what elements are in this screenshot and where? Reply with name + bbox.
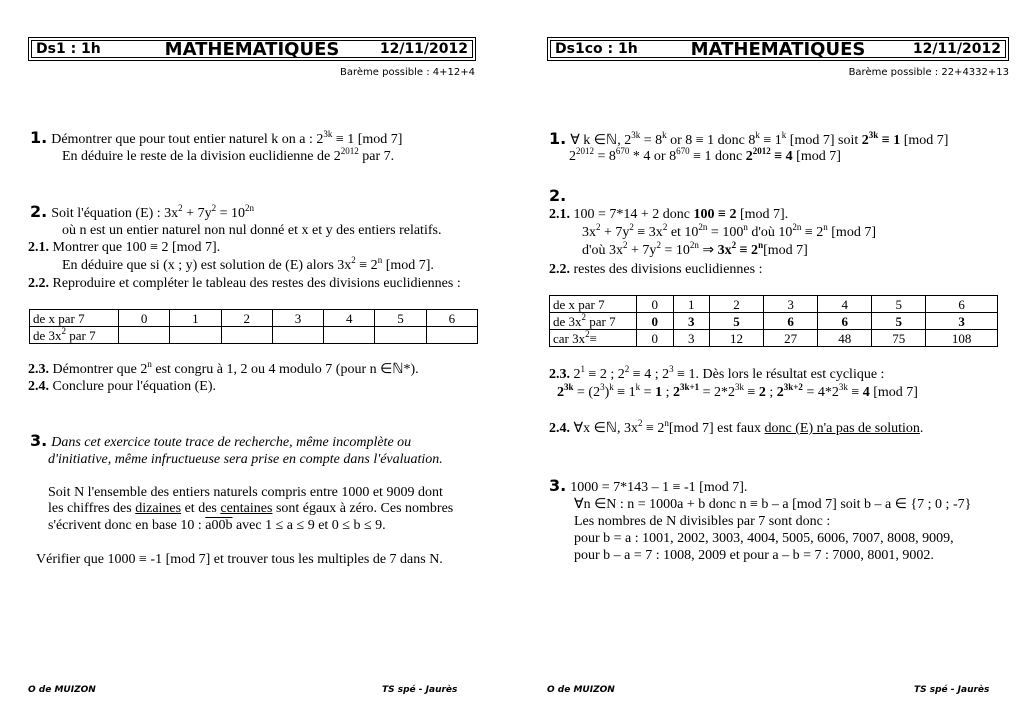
exponent: 2012 <box>752 146 771 156</box>
table-cell: 6 <box>926 296 998 313</box>
text: ; <box>765 385 777 400</box>
exponent: 3 <box>600 382 605 392</box>
exponent: 3k+2 <box>783 382 803 392</box>
table-cell: 0 <box>637 330 674 347</box>
text: ≡ 2 ; 2 <box>585 367 625 382</box>
bold-text: 1 <box>655 385 663 400</box>
bold-text: 2 <box>861 133 869 148</box>
text: 2 <box>570 367 581 382</box>
exponent: 3k <box>838 382 848 392</box>
q-number: 2.1. <box>549 207 570 222</box>
exponent: 670 <box>676 146 690 156</box>
text: Reproduire et compléter le tableau des restes des divisions euclidiennes : <box>49 276 461 291</box>
q23 <box>549 364 885 383</box>
table-cell: 1 <box>673 296 710 313</box>
q24 <box>28 379 216 395</box>
text: ) <box>604 385 610 400</box>
text: Soit l'équation (E) : 3x <box>51 206 179 221</box>
ex3-line3: Les nombres de N divisibles par 7 sont donc : <box>574 514 831 529</box>
exponent: 2012 <box>576 146 594 156</box>
ex3-p1: Soit N l'ensemble des entiers naturels compris entre 1000 et 9009 dont <box>48 485 443 500</box>
text: [mod 7]. <box>736 207 789 222</box>
text: par 7 <box>586 313 616 329</box>
bold-text: 4 <box>862 385 870 400</box>
exponent: 2 <box>731 240 737 250</box>
text: ≡ <box>744 385 759 400</box>
exponent: 2 <box>61 325 67 336</box>
table-cell: 5 <box>872 313 926 330</box>
text: et des <box>181 501 221 516</box>
ex1-number: 1. <box>30 128 48 147</box>
table-cell: 4 <box>324 310 375 327</box>
table-row <box>550 296 998 313</box>
table-cell: 3 <box>272 310 323 327</box>
q21-line2 <box>62 255 434 274</box>
row-label: de x par 7 <box>550 296 637 313</box>
exponent: n <box>664 418 669 428</box>
ex2-heading <box>549 188 570 206</box>
ex3-number: 3. <box>30 431 48 450</box>
text: ∀ k ∈ℕ, 2 <box>570 133 632 148</box>
text: par 7. <box>358 149 395 164</box>
text: ≡ 3x <box>633 225 663 240</box>
table-cell: 27 <box>764 330 818 347</box>
text: En déduire que si (x ; y) est solution de (E) alors 3x <box>62 258 352 273</box>
empty-cell <box>221 327 272 344</box>
footer-school: TS spé - Jaurès <box>914 685 990 695</box>
table-cell: 75 <box>872 330 926 347</box>
table-cell: 2 <box>221 310 272 327</box>
empty-cell <box>426 327 477 344</box>
exponent: 2 <box>624 364 630 374</box>
exponent: 2 <box>656 240 661 250</box>
ex2-number: 2. <box>549 186 567 205</box>
text: Dans cet exercice toute trace de recherche, même incomplète ou <box>51 435 412 450</box>
exponent: 3 <box>669 364 674 374</box>
exponent: 2 <box>581 311 587 322</box>
q-number: 2.4. <box>28 379 49 394</box>
bareme: Barème possible : 4+12+4 <box>340 67 475 78</box>
text: de 3x <box>553 313 582 329</box>
text: 3x <box>582 225 596 240</box>
text: = 2*2 <box>699 385 735 400</box>
table-cell: 0 <box>637 313 674 330</box>
text: [mod 7] <box>763 243 808 258</box>
table-cell: 6 <box>818 313 872 330</box>
text: d'où 10 <box>747 225 793 240</box>
ex2-line2: où n est un entier naturel non nul donné et x et y des entiers relatifs. <box>62 223 442 238</box>
ex2-line1 <box>30 204 254 222</box>
text: s'écrivent donc en base 10 : <box>48 518 206 533</box>
q-number: 2.2. <box>549 262 570 277</box>
text: [mod 7] <box>792 149 841 164</box>
table-cell: 5 <box>710 313 764 330</box>
text: sont égaux à zéro. Ces nombres <box>272 501 454 516</box>
right-page <box>512 0 1024 724</box>
text: + 7y <box>627 243 657 258</box>
text: * 4 or 8 <box>629 149 677 164</box>
text: . <box>919 421 924 436</box>
text: [mod 7] <box>827 225 876 240</box>
empty-cell <box>170 327 221 344</box>
exponent: n <box>823 222 828 232</box>
exponent: 2n <box>244 203 254 213</box>
text: [mod 7] est faux <box>668 421 765 436</box>
ex3-p4: Vérifier que 1000 ≡ -1 [mod 7] et trouver tous les multiples de 7 dans N. <box>36 552 443 567</box>
text: ≡ 1 <box>613 385 636 400</box>
exponent: 3k <box>735 382 744 392</box>
bold-text: 2 <box>776 385 784 400</box>
exponent: k <box>635 382 641 392</box>
exponent: 3k <box>631 130 641 140</box>
table-cell: 6 <box>426 310 477 327</box>
q23-line2 <box>557 382 918 401</box>
exponent: n <box>743 222 748 232</box>
remainder-table <box>29 309 478 344</box>
bold-text: ≡ 1 <box>878 133 901 148</box>
q21 <box>549 207 788 223</box>
q21 <box>28 240 220 256</box>
text: ≡ 2 <box>801 225 824 240</box>
test-id: Ds1 : 1h <box>36 41 101 57</box>
left-header-box <box>28 37 476 61</box>
text: ≡ 2 <box>355 258 378 273</box>
text: est congru à 1, 2 ou 4 modulo 7 (pour n ∈ℕ*). <box>151 362 419 377</box>
table-cell: 1 <box>170 310 221 327</box>
exponent: 2 <box>629 222 634 232</box>
exponent: 2 <box>178 203 183 213</box>
text: ≡ 1 <box>759 133 782 148</box>
exponent: 3k <box>323 129 333 139</box>
text: or 8 ≡ 1 donc 8 <box>666 133 756 148</box>
text: Démontrer que pour tout entier naturel k on a : 2 <box>51 132 324 147</box>
ex1-line2 <box>62 146 395 165</box>
exponent: 2n <box>698 222 708 232</box>
text: les chiffres des <box>48 501 136 516</box>
table-cell: 3 <box>764 296 818 313</box>
table-cell: 4 <box>818 296 872 313</box>
text: [mod 7]. <box>382 258 434 273</box>
empty-cell <box>324 327 375 344</box>
text: + 7y <box>182 206 212 221</box>
exponent: k <box>755 130 760 140</box>
text: Montrer que 100 ≡ 2 [mod 7]. <box>49 240 221 255</box>
exponent: 2 <box>351 255 356 265</box>
text: ; <box>662 385 673 400</box>
q24 <box>549 418 924 437</box>
exponent: 2 <box>585 328 590 339</box>
exponent: 1 <box>580 364 585 374</box>
table-cell: 2 <box>710 296 764 313</box>
text: = 10 <box>660 243 690 258</box>
text: ≡ 1 donc <box>689 149 746 164</box>
text: En déduire le reste de la division euclidienne de 2 <box>62 149 341 164</box>
ex2-number: 2. <box>30 202 48 221</box>
table-cell: 3 <box>673 313 710 330</box>
right-header-box <box>547 37 1009 61</box>
bold-text: ≡ 2 <box>736 243 759 258</box>
footer-school: TS spé - Jaurès <box>382 685 458 695</box>
exponent: 2 <box>662 222 668 232</box>
text: 100 = 7*14 + 2 donc <box>570 207 694 222</box>
text: ≡ 4 ; 2 <box>629 367 670 382</box>
exponent: 2012 <box>340 146 359 156</box>
exponent: k <box>781 130 787 140</box>
test-id: Ds1co : 1h <box>555 41 638 57</box>
bold-text: 3x <box>717 243 732 258</box>
text: [mod 7] <box>869 385 918 400</box>
text: ≡ <box>847 385 863 400</box>
table-cell: 3 <box>926 313 998 330</box>
text: = 8 <box>640 133 663 148</box>
remainder-table-solution <box>549 295 998 347</box>
q-number: 2.2. <box>28 276 49 291</box>
table-row <box>550 330 998 347</box>
header-title: MATHEMATIQUES <box>164 39 340 60</box>
table-cell: 48 <box>818 330 872 347</box>
text: ⇒ <box>698 243 718 258</box>
text: de 3x <box>33 327 62 343</box>
exponent: n <box>147 359 152 369</box>
empty-cell <box>119 327 170 344</box>
text: ≡ 1 [mod 7] <box>332 132 403 147</box>
footer-author: O de MUIZON <box>547 685 615 695</box>
table-cell: 0 <box>637 296 674 313</box>
ex3-line1 <box>549 478 747 496</box>
table-cell: 0 <box>119 310 170 327</box>
exponent: 2 <box>211 203 217 213</box>
exponent: 3k <box>564 382 574 392</box>
exponent: n <box>377 255 383 265</box>
q23 <box>28 359 419 378</box>
ex3-number: 3. <box>549 476 567 495</box>
bold-text: 2 <box>758 385 766 400</box>
text: = 100 <box>707 225 744 240</box>
exponent: k <box>662 130 667 140</box>
row-label <box>550 330 637 347</box>
text: = 8 <box>594 149 616 164</box>
exponent: 2 <box>596 222 601 232</box>
row-label: de x par 7 <box>30 310 119 327</box>
text: = 4*2 <box>802 385 839 400</box>
text: [mod 7] <box>900 133 949 148</box>
exponent: n <box>758 240 764 250</box>
header-title: MATHEMATIQUES <box>690 39 866 60</box>
underlined-text: donc (E) n'a pas de solution <box>764 421 920 436</box>
exponent: 2 <box>623 240 628 250</box>
table-row <box>30 327 478 344</box>
table-cell: 6 <box>764 313 818 330</box>
empty-cell <box>272 327 323 344</box>
underlined-text: centaines <box>220 501 273 516</box>
bold-text: 2 <box>745 149 753 164</box>
empty-cell <box>375 327 426 344</box>
bold-text: 2 <box>557 385 564 400</box>
text: car 3x <box>553 330 586 346</box>
text: ∀x ∈ℕ, 3x <box>570 421 638 436</box>
table-cell: 5 <box>375 310 426 327</box>
text: d'où 3x <box>582 243 624 258</box>
text: 2 <box>569 149 576 164</box>
text: = (2 <box>573 385 601 400</box>
q21-line2 <box>582 222 876 241</box>
text: = 10 <box>216 206 245 221</box>
text: par 7 <box>66 327 96 343</box>
text: et 10 <box>667 225 699 240</box>
text: [mod 7] soit <box>786 133 862 148</box>
table-cell: 3 <box>673 330 710 347</box>
exponent: 3k+1 <box>679 382 700 392</box>
text: Démontrer que 2 <box>49 362 148 377</box>
exponent: k <box>609 382 614 392</box>
table-row <box>550 313 998 330</box>
bold-text: 2 <box>672 385 680 400</box>
exponent: 2n <box>792 222 802 232</box>
q-number: 2.3. <box>549 367 570 382</box>
q-number: 2.1. <box>28 240 49 255</box>
exponent: 3k <box>868 130 879 140</box>
table-cell: 12 <box>710 330 764 347</box>
table-cell: 5 <box>872 296 926 313</box>
ex3-line5: pour b – a = 7 : 1008, 2009 et pour a – b = 7 : 7000, 8001, 9002. <box>574 548 934 563</box>
ex3-line4: pour b = a : 1001, 2002, 3003, 4004, 5005, 6006, 7007, 8008, 9009, <box>574 531 954 546</box>
text: 1000 = 7*143 – 1 ≡ -1 [mod 7]. <box>570 480 748 495</box>
text: + 7y <box>600 225 630 240</box>
text: Conclure pour l'équation (E). <box>49 379 216 394</box>
bareme: Barème possible : 22+4332+13 <box>848 67 1009 78</box>
q21-line3 <box>582 240 808 259</box>
exponent: 2 <box>637 418 643 428</box>
footer-author: O de MUIZON <box>28 685 96 695</box>
ex3-line2: d'initiative, même infructueuse sera prise en compte dans l'évaluation. <box>48 452 443 467</box>
ex1-number: 1. <box>549 129 567 148</box>
exponent: 2n <box>689 240 699 250</box>
text: ≡ 2 <box>642 421 665 436</box>
ex3-p3 <box>48 518 386 534</box>
q-number: 2.3. <box>28 362 49 377</box>
row-label <box>550 313 637 330</box>
ex3-p2 <box>48 501 453 517</box>
text: restes des divisions euclidiennes : <box>570 262 763 277</box>
ex3-line1 <box>30 433 411 451</box>
exponent: 670 <box>615 146 630 156</box>
text: = <box>640 385 656 400</box>
ex1-line2 <box>569 146 841 165</box>
q22 <box>28 276 461 292</box>
text: ≡ 1. Dès lors le résultat est cyclique : <box>673 367 885 382</box>
q22 <box>549 262 762 278</box>
bold-text: 100 ≡ 2 <box>693 207 737 222</box>
table-cell: 108 <box>926 330 998 347</box>
table-row <box>30 310 478 327</box>
row-label <box>30 327 119 344</box>
overlined-text: a00b <box>205 518 233 533</box>
text: ≡ <box>589 330 597 346</box>
header-date: 12/11/2012 <box>379 41 468 57</box>
bold-text: ≡ 4 <box>770 149 793 164</box>
header-date: 12/11/2012 <box>912 41 1001 57</box>
ex3-line2: ∀n ∈N : n = 1000a + b donc n ≡ b – a [mod 7] soit b – a ∈ {7 ; 0 ; -7} <box>574 497 972 512</box>
ex1-line1 <box>549 131 948 149</box>
text: avec 1 ≤ a ≤ 9 et 0 ≤ b ≤ 9. <box>232 518 386 533</box>
q-number: 2.4. <box>549 421 570 436</box>
underlined-text: dizaines <box>135 501 182 516</box>
